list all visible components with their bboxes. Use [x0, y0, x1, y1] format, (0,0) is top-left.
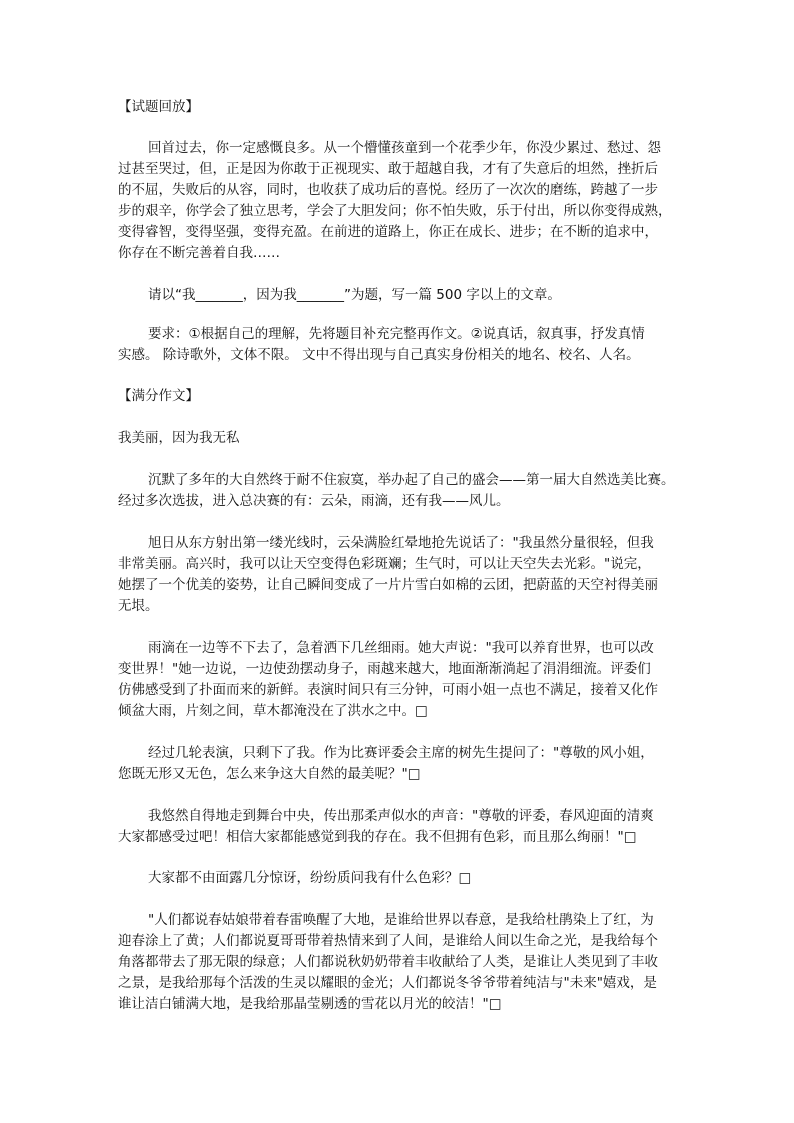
text-line: 无垠。	[118, 598, 159, 614]
essay-paragraph-5	[118, 806, 678, 848]
text-line: 角落都带去了那无限的绿意；人们都说秋奶奶带着丰收献给了人类，是谁让人类见到了丰收	[118, 954, 658, 970]
text-line: "人们都说春姑娘带着春雷唤醒了大地，是谁给世界以春意，是我给杜鹃染上了红，为	[148, 912, 654, 928]
section-heading-text: 【满分作文】	[118, 388, 199, 404]
section-heading-text: 【试题回放】	[118, 99, 199, 115]
section-heading-replay	[118, 97, 678, 118]
intro-paragraph	[118, 138, 678, 264]
essay-title-text: 我美丽，因为我无私	[118, 430, 240, 446]
text-line: 倾盆大雨，片刻之间，草木都淹没在了洪水之中。□	[118, 703, 428, 719]
text-line: 她摆了一个优美的姿势，让自己瞬间变成了一片片雪白如棉的云团，把蔚蓝的天空衬得美丽	[118, 577, 658, 593]
text-line: 你存在不断完善着自我……	[118, 245, 280, 261]
essay-paragraph-6	[118, 868, 678, 889]
text-line: 请以“我_______，因为我_______”为题，写一篇 500 字以上的文章。	[148, 287, 561, 303]
text-line: 仿佛感受到了扑面而来的新鲜。表演时间只有三分钟，可雨小姐一点也不满足，接着又化作	[118, 682, 658, 698]
text-line: 变世界！"她一边说，一边使劲摆动身子，雨越来越大，地面渐渐淌起了涓涓细流。评委们	[118, 661, 651, 677]
text-line: 沉默了多年的大自然终于耐不住寂寞，举办起了自己的盛会——第一届大自然选美比赛。	[148, 472, 675, 488]
text-line: 变得睿智，变得坚强，变得充盈。在前进的道路上，你正在成长、进步；在不断的追求中，	[118, 224, 658, 240]
essay-paragraph-4	[118, 743, 678, 785]
text-line: 谁让洁白铺满大地，是我给那晶莹剔透的雪花以月光的皎洁！"□	[118, 996, 502, 1012]
text-line: 实感。 除诗歌外，文体不限。 文中不得出现与自己真实身份相关的地名、校名、人名。	[118, 347, 640, 363]
text-line: 经过几轮表演，只剩下了我。作为比赛评委会主席的树先生提问了："尊敬的风小姐，	[148, 745, 654, 761]
essay-title	[118, 428, 678, 449]
text-line: 之景，是我给那每个活泼的生灵以耀眼的金光；人们都说冬爷爷带着纯洁与"未来"嬉戏，是	[118, 975, 657, 991]
text-line: 步的艰辛，你学会了独立思考，学会了大胆发问；你不怕失败，乐于付出，所以你变得成熟，	[118, 203, 672, 219]
text-line: 旭日从东方射出第一缕光线时，云朵满脸红晕地抢先说话了："我虽然分量很轻，但我	[148, 535, 654, 551]
essay-paragraph-1	[118, 470, 678, 512]
requirements-paragraph	[118, 324, 678, 366]
text-line: 非常美丽。高兴时，我可以让天空变得色彩斑斓；生气时，可以让天空失去光彩。"说完，	[118, 556, 651, 572]
text-line: 大家都不由面露几分惊讶，纷纷质问我有什么色彩？□	[148, 870, 472, 886]
essay-paragraph-2	[118, 533, 678, 617]
text-line: 要求：①根据自己的理解，先将题目补充完整再作文。②说真话，叙真事，抒发真情	[148, 326, 645, 342]
text-line: 经过多次选拔，进入总决赛的有：云朵，雨滴，还有我——风儿。	[118, 493, 510, 509]
text-line: 雨滴在一边等不下去了，急着洒下几丝细雨。她大声说："我可以养育世界，也可以改	[148, 640, 654, 656]
essay-paragraph-3	[118, 638, 678, 722]
section-heading-essay	[118, 386, 678, 407]
text-line: 大家都感受过吧！相信大家都能感觉到我的存在。我不但拥有色彩，而且那么绚丽！"□	[118, 829, 637, 845]
text-line: 您既无形又无色，怎么来争这大自然的最美呢？"□	[118, 766, 421, 782]
text-line: 过甚至哭过，但，正是因为你敢于正视现实、敢于超越自我，才有了失意后的坦然，挫折后	[118, 161, 658, 177]
text-line: 回首过去，你一定感慨良多。从一个懵懂孩童到一个花季少年，你没少累过、愁过、怨	[148, 140, 661, 156]
text-line: 迎春涂上了黄；人们都说夏哥哥带着热情来到了人间，是谁给人间以生命之光，是我给每个	[118, 933, 658, 949]
prompt-paragraph	[118, 285, 678, 306]
text-line: 的不屈，失败后的从容，同时，也收获了成功后的喜悦。经历了一次次的磨练，跨越了一步	[118, 182, 658, 198]
essay-paragraph-7	[118, 910, 678, 1015]
text-line: 我悠然自得地走到舞台中央，传出那柔声似水的声音："尊敬的评委，春风迎面的清爽	[148, 808, 654, 824]
